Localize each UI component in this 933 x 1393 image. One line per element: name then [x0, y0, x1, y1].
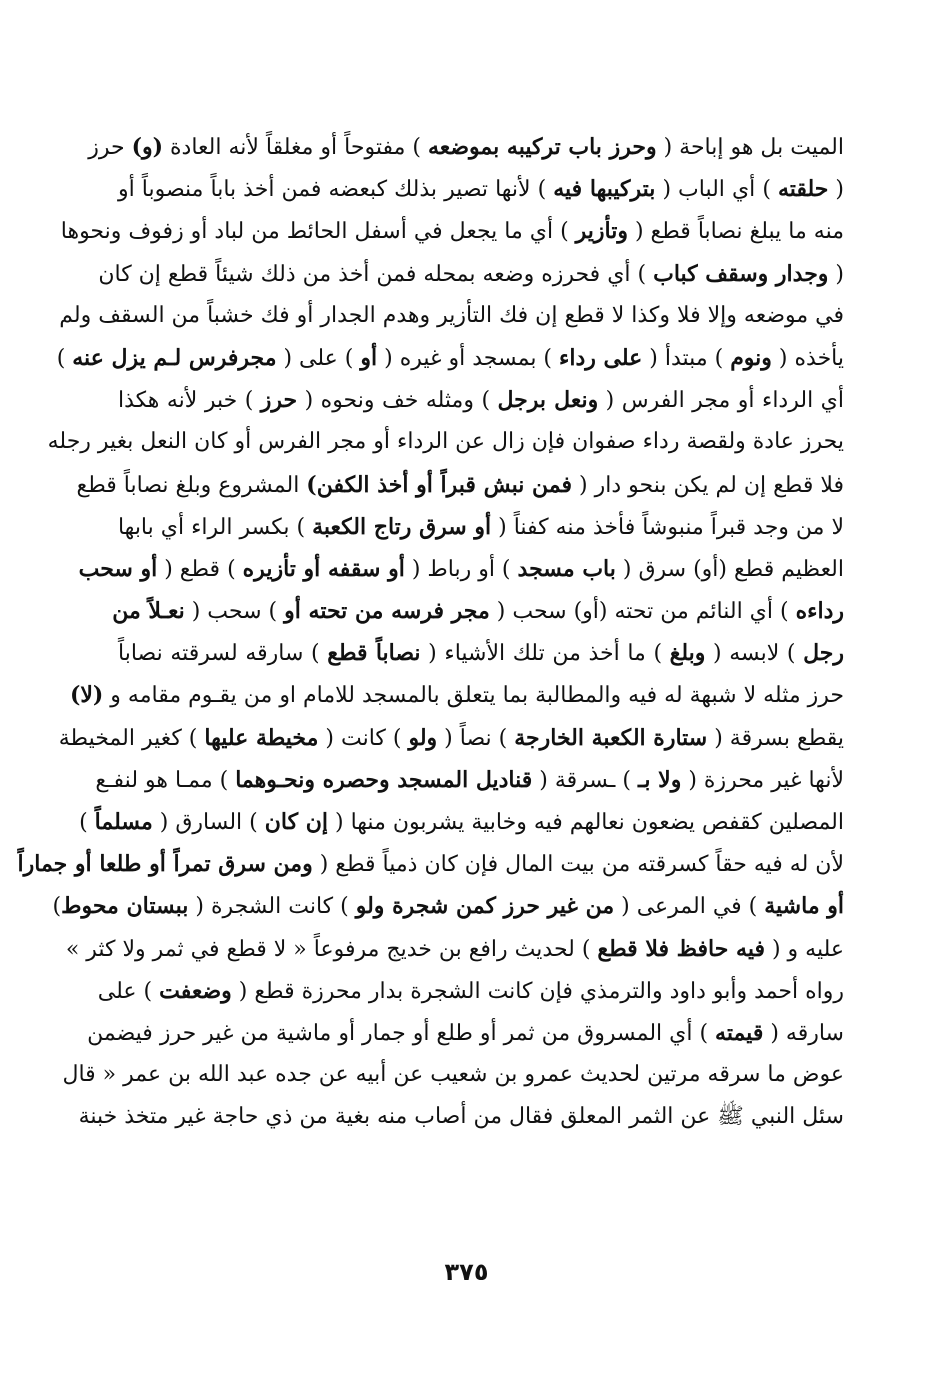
commentary-text: ) خبر لأنه هكذا: [118, 388, 261, 414]
text-line: [118, 379, 844, 421]
commentary-text: ) نصاً (: [437, 725, 515, 751]
commentary-text: حرز مثله لا شبهة له فيه والمطالبة بما يتعلق بالمسجد للامام او من يقـوم مقامه و: [103, 683, 844, 709]
text-line: [112, 590, 844, 632]
commentary-text: ) أي ما يجعل في أسفل الحائط من لباد أو زفوف ونحوها: [60, 219, 576, 245]
commentary-text: ) أي المسروق من ثمر أو طلع أو جمار أو ماشية من غير حرز فيضمن: [87, 1020, 716, 1046]
text-line: [98, 253, 844, 295]
commentary-text: ) ومثله خف ونحوه (: [297, 388, 498, 414]
text-line: [69, 674, 844, 716]
text-line: [56, 337, 844, 379]
bold-matn-text: (و): [131, 134, 164, 160]
commentary-text: ) كانت الشجرة (: [188, 894, 356, 920]
commentary-text: ) قطع (: [157, 556, 243, 582]
bold-matn-text: ستارة الكعبة الخارجة: [514, 724, 708, 751]
commentary-text: يقطع بسرقة (: [707, 725, 844, 751]
commentary-text: المصلين كقفص يضعون نعالهم فيه وخابية يشربون منها (: [328, 810, 844, 835]
bold-matn-text: فيه حافظ فلا قطع: [597, 935, 765, 962]
commentary-text: ) سارقه لسرقته نصاباً: [118, 641, 328, 667]
text-line: [17, 843, 844, 885]
bold-matn-text: فمن نبش قبراً أو أخذ الكفن): [306, 471, 573, 498]
bold-matn-text: وحرز باب تركيبه بموضعه: [427, 134, 657, 160]
text-line: [87, 1012, 844, 1054]
commentary-text: ) أي فحرزه وضعه بمحله فمن أخذ من ذلك شيئاً قطع إن كان: [98, 261, 654, 287]
bold-matn-text: مجرفرس لـم يزل عنه: [72, 344, 277, 371]
text-line: [78, 1096, 844, 1138]
commentary-text: ) مفتوحاً أو مغلقاً لأنه العادة: [163, 135, 428, 160]
commentary-text: ) بمسجد أو غيره (: [377, 345, 560, 371]
commentary-text: يأخذه (: [771, 345, 844, 371]
page-number: ٣٧٥: [444, 1258, 489, 1286]
commentary-text: (: [828, 261, 844, 287]
commentary-text: ): [52, 894, 62, 920]
commentary-text: فلا قطع إن لم يكن بنحو دار (: [572, 472, 844, 498]
commentary-text: ) لابسه (: [705, 641, 804, 667]
bold-matn-text: أو سحب: [78, 555, 158, 582]
commentary-text: يحرز عادة ولقصة رداء صفوان فإن زال عن الرداء أو مجر الفرس أو كان النعل بغير رجله: [47, 429, 844, 455]
bold-matn-text: ومن سرق تمراً أو طلعا أو جماراً: [17, 851, 313, 878]
text-line: [52, 885, 844, 927]
commentary-text: ) بكسر الراء أي بابها: [117, 514, 313, 540]
commentary-text: ) على (: [276, 345, 361, 371]
text-line: [97, 970, 844, 1012]
commentary-text: ) السارق (: [152, 810, 265, 835]
commentary-text: لأنها غير محرزة (: [681, 767, 844, 793]
bold-matn-text: ببستان محوط: [61, 893, 189, 920]
commentary-text: الميت بل هو إباحة (: [656, 135, 844, 160]
commentary-text: سارقه (: [763, 1020, 844, 1046]
bold-matn-text: على رداء: [559, 344, 643, 371]
bold-matn-text: وضعفت: [159, 977, 232, 1004]
text-line: [76, 464, 844, 506]
text-line: [118, 506, 844, 548]
bold-matn-text: بتركيبها فيه: [553, 176, 656, 203]
commentary-text: أي الرداء أو مجر الفرس (: [598, 388, 844, 414]
commentary-text: ): [56, 345, 73, 371]
bold-matn-text: قيمته: [715, 1019, 764, 1046]
bold-matn-text: وجدار وسقف كباب: [653, 260, 829, 287]
commentary-text: ) سحب (: [184, 599, 285, 625]
commentary-text: ) كغير المخيطة: [58, 725, 205, 751]
text-line: [79, 801, 844, 843]
bold-matn-text: ولو: [408, 724, 438, 751]
bold-matn-text: (لا): [69, 682, 104, 709]
bold-matn-text: باب مسجد: [517, 555, 616, 582]
commentary-text: ) ما أخذ من تلك الأشياء (: [420, 641, 670, 667]
bold-matn-text: أو سرق رتاج الكعبة: [312, 513, 492, 540]
bold-matn-text: وتأزير: [575, 218, 628, 245]
bold-matn-text: قناديل المسجد وحصره ونحـوهما: [235, 766, 533, 793]
commentary-text: ) لحديث رافع بن خديج مرفوعاً « لا قطع في ثمر ولا كثر »: [65, 936, 598, 962]
commentary-text: لا من وجد قبراً منبوشاً فأخذ منه كفناً (: [491, 514, 844, 540]
bold-matn-text: إن كان: [264, 809, 329, 835]
bold-matn-text: مسلماً: [94, 809, 153, 835]
bold-matn-text: حرز: [260, 387, 298, 414]
commentary-text: ) أي النائم من تحته (أو) سحب (: [489, 599, 796, 625]
commentary-text: لأن له فيه حقاً كسرقته من بيت المال فإن كان ذمياً قطع (: [312, 852, 844, 878]
bold-matn-text: ونعل برجل: [497, 387, 599, 414]
bold-matn-text: نصاباً قطع: [327, 640, 421, 667]
bold-matn-text: نعـلاً من: [112, 598, 185, 625]
text-line: [60, 210, 844, 252]
text-line: [118, 168, 844, 210]
commentary-text: العظيم قطع (أو) سرق (: [615, 556, 844, 582]
commentary-text: ) على: [97, 978, 160, 1004]
commentary-text: عوض ما سرقه مرتين لحديث عمرو بن شعيب عن أبيه عن جده عبد الله بن عمر « قال: [62, 1062, 844, 1088]
page-body: [17, 126, 845, 1139]
commentary-text: حرز: [88, 135, 132, 160]
text-line: [78, 548, 844, 590]
commentary-text: منه ما يبلغ نصاباً قطع (: [627, 219, 844, 245]
commentary-text: ) ممـا هو لنفـع: [95, 767, 236, 793]
bold-matn-text: من غير حرز كمن شجرة ولو: [355, 893, 615, 920]
commentary-text: المشروع وبلغ نصاباً قطع: [76, 472, 307, 498]
text-line: [58, 717, 844, 759]
commentary-text: (: [828, 177, 845, 203]
text-line: [88, 126, 844, 168]
text-line: [62, 1054, 844, 1096]
bold-matn-text: حلقته: [777, 176, 829, 203]
bold-matn-text: مجر فرسه من تحته أو: [284, 598, 490, 625]
commentary-text: عليه و (: [764, 936, 844, 962]
bold-matn-text: رجل: [803, 640, 845, 667]
text-line: [118, 632, 844, 674]
bold-matn-text: ونوم: [730, 344, 772, 371]
commentary-text: في موضعه وإلا فلا وكذا لا قطع إن فك التأزير وهدم الجدار أو فك خشباً من السقف ولم: [59, 302, 844, 328]
bold-matn-text: وبلغ: [669, 640, 706, 667]
text-line: [65, 928, 844, 970]
bold-matn-text: أو ماشية: [764, 893, 844, 920]
commentary-text: ): [79, 810, 95, 835]
commentary-text: ) أو رباط (: [404, 556, 518, 582]
commentary-text: ) مبتدأ (: [642, 345, 731, 371]
text-line: [95, 759, 844, 801]
commentary-text: ) أي الباب (: [655, 177, 778, 203]
commentary-text: ) ـسرقة (: [532, 767, 638, 793]
commentary-text: ) كانت (: [318, 725, 409, 751]
bold-matn-text: مخيطة عليها: [204, 724, 319, 751]
commentary-text: سئل النبي ﷺ عن الثمر المعلق فقال من أصاب منه بغية من ذي حاجة غير متخذ خبنة: [78, 1104, 844, 1130]
commentary-text: رواه أحمد وأبو داود والترمذي فإن كانت الشجرة بدار محرزة قطع (: [231, 978, 844, 1004]
bold-matn-text: أو: [360, 344, 378, 371]
text-line: [47, 421, 844, 463]
commentary-text: ) لأنها تصير بذلك كبعضه فمن أخذ باباً منصوباً أو: [118, 177, 554, 203]
commentary-text: ) في المرعى (: [614, 894, 765, 920]
text-line: [59, 295, 844, 337]
bold-matn-text: أو سقفه أو تأزيره: [242, 555, 405, 582]
bold-matn-text: رداءه: [795, 598, 844, 625]
bold-matn-text: ولا بـ: [637, 766, 682, 793]
